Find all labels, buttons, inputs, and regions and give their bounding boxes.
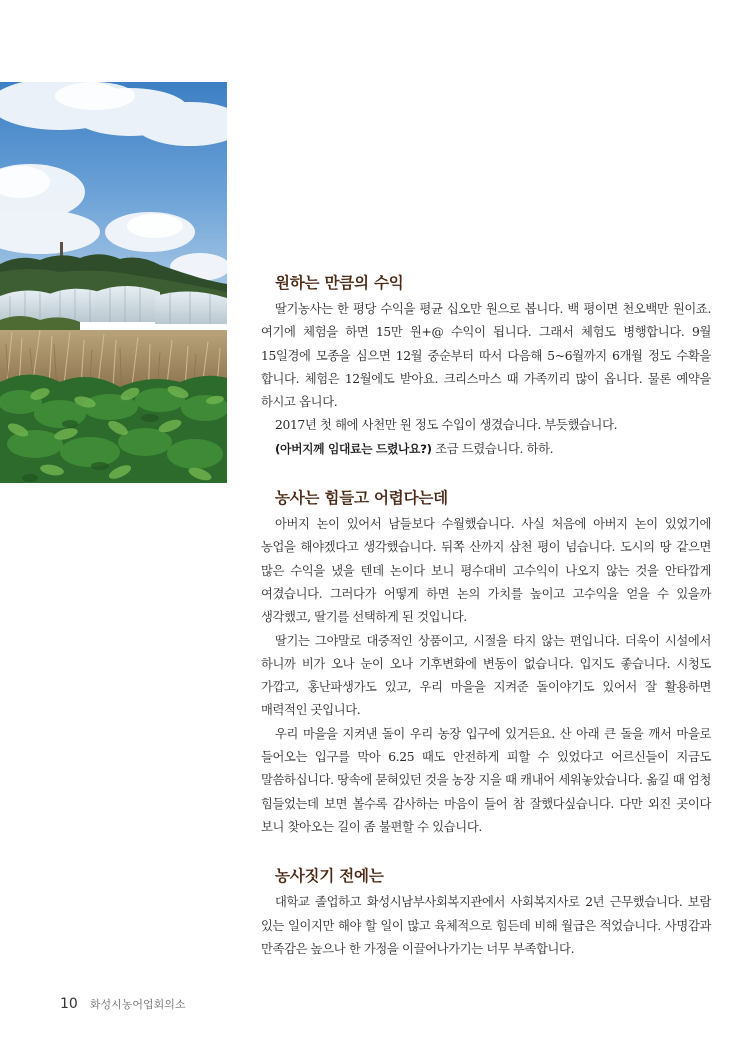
publisher-name: 화성시농어업회의소 <box>89 998 186 1011</box>
section-heading: 농사짓기 전에는 <box>275 867 384 886</box>
article <box>261 270 711 961</box>
interview-answer: 조금 드렸습니다. 하하. <box>431 441 554 456</box>
paragraph: 대학교 졸업하고 화성시남부사회복지관에서 사회복지사로 2년 근무했습니다. 보람 있는 일이지만 해야 할 일이 많고 육체적으로 힘든데 비해 월급은 적었습니다. 사명감과 만족감은 높으나 한 가정을 이끌어나가기는 너무 부족합니다. <box>261 895 711 956</box>
paragraph: 딸기는 그야말로 대중적인 상품이고, 시절을 타지 않는 편입니다. 더욱이 시설에서 하니까 비가 오나 눈이 오나 기후변화에 변동이 없습니다. 입지도 좋습니다. 시청도 가깝고, 홍난파생가도 있고, 우리 마을을 지켜준 돌이야기도 있어서 잘 활용하면 매력적인 곳입니다. <box>261 633 711 718</box>
page-number: 10 <box>60 996 78 1012</box>
paragraph: 2017년 첫 해에 사천만 원 정도 수입이 생겼습니다. 부듯했습니다. <box>275 418 618 433</box>
page-footer <box>60 993 185 1015</box>
farm-greenhouse-photo <box>0 82 227 483</box>
section-farming-hardship <box>261 485 711 839</box>
section-heading: 농사는 힘들고 어렵다는데 <box>275 489 448 508</box>
paragraph: 우리 마을을 지켜낸 돌이 우리 농장 입구에 있거든요. 산 아래 큰 돌을 깨서 마을로 들어오는 입구를 막아 6.25 때도 안전하게 피할 수 있었다고 어르신들이 지금도 말씀하십니다. 땅속에 묻혀있던 것을 농장 지을 때 캐내어 세워놓았습니다. 옮길 때 엄청 힘들었는데 보면 볼수록 감사하는 마음이 들어 참 잘했다싶습니다. 다만 외진 곳이다 보니 찾아오는 길이 좀 불편할 수 있습니다. <box>261 726 711 834</box>
section-income <box>261 270 711 461</box>
paragraph: 딸기농사는 한 평당 수익을 평균 십오만 원으로 봅니다. 백 평이면 천오백만 원이죠. 여기에 체험을 하면 15만 원+@ 수익이 됩니다. 그래서 체험도 병행합니다. 9월 15일경에 모종을 심으면 12월 중순부터 따서 다음해 5~6월까지 6개월 정도 수확을 합니다. 체험은 12월에도 받아요. 크리스마스 때 가족끼리 많이 옵니다. 물론 예약을 하시고 옵니다. <box>261 302 711 410</box>
paragraph: 아버지 논이 있어서 남들보다 수월했습니다. 사실 처음에 아버지 논이 있었기에 농업을 해야겠다고 생각했습니다. 뒤쪽 산까지 삼천 평이 넘습니다. 도시의 땅 같으면 많은 수익을 냈을 텐데 논이다 보니 평수대비 고수익이 나오지 않는 것을 안타깝게 여겼습니다. 그러다가 어떻게 하면 논의 가치를 높이고 고수익을 얻을 수 있을까 생각했고, 딸기를 선택하게 된 것입니다. <box>261 517 711 625</box>
interview-question: (아버지께 임대료는 드렸나요?) <box>275 441 432 456</box>
qa-paragraph <box>261 438 711 461</box>
farm-greenhouse-photo-drawing <box>0 82 227 483</box>
section-heading: 원하는 만큼의 수익 <box>275 274 404 292</box>
section-before-farming <box>261 863 711 961</box>
